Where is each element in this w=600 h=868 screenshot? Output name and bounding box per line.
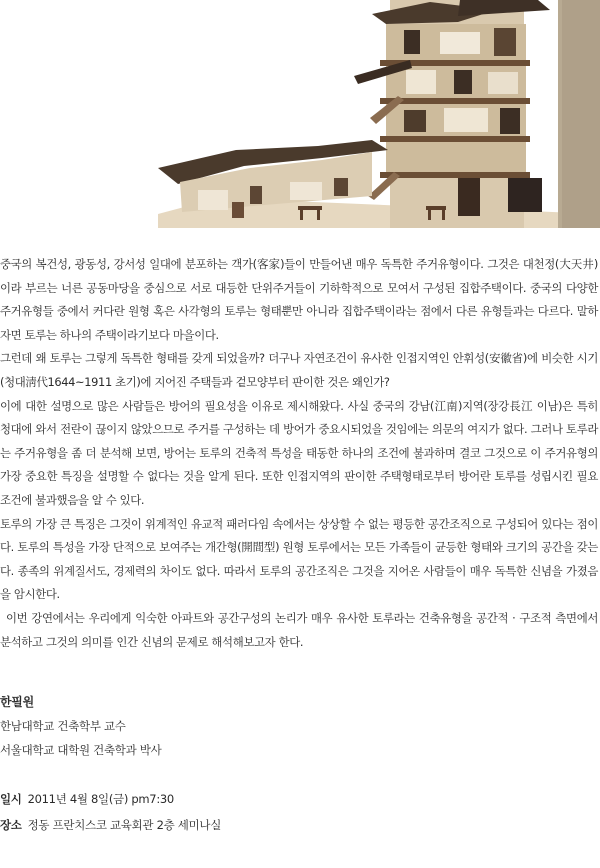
paragraph-lecture-aim: 이번 강연에서는 우리에게 익숙한 아파트와 공간구성의 논리가 매우 유사한 토루라는 건축유형을 공간적 · 구조적 측면에서 분석하고 그것의 의미를 인간 신념의 문제로 해석해보고자 한다.: [0, 610, 598, 649]
speaker-name: 한필원: [0, 695, 34, 709]
paragraph-intro: 중국의 복건성, 광동성, 강서성 일대에 분포하는 객가(客家)들이 만들어낸 매우 독특한 주거유형이다. 그것은 대천정(大天井)이라 부르는 너른 공동마당을 중심으로 서로 대등한 단위주거들이 기하학적으로 모여서 구성된 집합주택이다. 중국의 다양한 주거유형들 중에서 커다란 원형 혹은 사각형의 토루는 형태뿐만 아니라 집합주택이라는 점에서 다른 유형들과는 다르다. 말하자면 토루는 하나의 주택이라기보다 마을이다.: [0, 257, 598, 342]
speaker-info: [0, 690, 161, 762]
speaker-affiliation: 한남대학교 건축학부 교수: [0, 719, 126, 733]
event-place-value: 정동 프란치스코 교육회관 2층 세미나실: [27, 818, 222, 832]
event-date-value: 2011년 4월 8일(금) pm7:30: [27, 792, 174, 806]
event-date-row: [0, 786, 221, 812]
event-date-label: 일시: [0, 792, 22, 806]
speaker-degree: 서울대학교 대학원 건축학과 박사: [0, 743, 162, 757]
paragraph-defense: 이에 대한 설명으로 많은 사람들은 방어의 필요성을 이유로 제시해왔다. 사실 중국의 강남(江南)지역(장강長江 이남)은 특히 청대에 와서 전란이 끊이지 않았으므로 주거를 구성하는 데 방어가 중요시되었을 것임에는 의문의 여지가 없다. 그러나 토루라는 주거유형을 좀 더 분석해 보면, 방어는 토루의 건축적 특성을 태동한 하나의 조건에 불과하며 결코 그것으로 이 주거유형의 가장 중요한 특징을 설명할 수 없다는 것을 알게 된다. 또한 인접지역의 판이한 주택형태로부터 방어란 토루를 성립시킨 필요조건에 불과했음을 알 수 있다.: [0, 398, 598, 507]
tulou-model-photo: [158, 0, 600, 228]
paragraph-question: 그런데 왜 토루는 그렇게 독특한 형태를 갖게 되었을까? 더구나 자연조건이 유사한 인접지역인 안휘성(安徽省)에 비슷한 시기(청대淸代1644~1911 초기)에 지어진 주택들과 겉모양부터 판이한 것은 왜인가?: [0, 351, 598, 389]
event-place-label: 장소: [0, 818, 22, 832]
event-info: [0, 786, 221, 838]
event-place-row: [0, 812, 221, 838]
paragraph-feature: 토루의 가장 큰 특징은 그것이 위계적인 유교적 패러다임 속에서는 상상할 수 없는 평등한 공간조직으로 구성되어 있다는 점이다. 토루의 특성을 가장 단적으로 보여주는 개간형(開間型) 원형 토루에서는 모든 가족들이 균등한 형태와 크기의 공간을 갖는다. 종족의 위계질서도, 경제력의 차이도 없다. 따라서 토루의 공간조직은 그것을 지어온 사람들이 매우 독특한 신념을 가졌음을 암시한다.: [0, 516, 598, 602]
lecture-description: [0, 253, 598, 654]
